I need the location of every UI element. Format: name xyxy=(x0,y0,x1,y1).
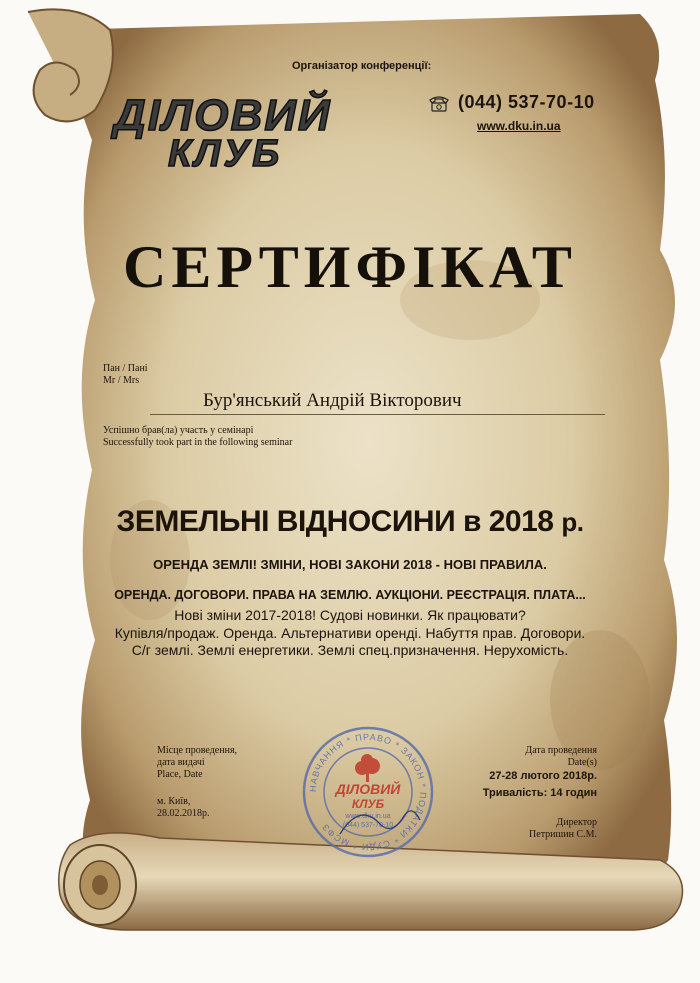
dilovyi-klub-logo xyxy=(110,86,370,170)
stamp-center-line-2: КЛУБ xyxy=(351,797,385,811)
logo-line-1: ДІЛОВИЙ xyxy=(114,91,332,140)
name-underline xyxy=(150,414,605,415)
stamp-center-site: www.dku.in.ua xyxy=(345,813,391,820)
event-date-label xyxy=(525,745,597,769)
issue-date: 28.02.2018р. xyxy=(157,808,210,819)
director-name: Петришин С.М. xyxy=(529,829,597,840)
place-label-ua-1: Місце проведення, xyxy=(157,745,238,756)
organizer-label: Організатор конференції: xyxy=(292,60,432,72)
logo-line-2: КЛУБ xyxy=(168,133,283,170)
phone-number xyxy=(428,92,595,113)
phone-text: (044) 537-70-10 xyxy=(458,92,595,112)
director-label: Директор xyxy=(556,817,597,828)
participation-statement-en: Successfully took part in the following seminar xyxy=(103,437,293,448)
event-date-label-en: Date(s) xyxy=(567,757,597,768)
seminar-topics-headline: ОРЕНДА. ДОГОВОРИ. ПРАВА НА ЗЕМЛЮ. АУКЦІОНИ. РЕЄСТРАЦІЯ. ПЛАТА... xyxy=(114,588,586,602)
seminar-title xyxy=(0,505,700,539)
stamp-tree-icon xyxy=(355,754,380,782)
participation-statement-ua: Успішно брав(ла) участь у семінарі xyxy=(103,425,254,436)
mr-mrs-label xyxy=(103,363,148,387)
director-block xyxy=(529,817,597,841)
seminar-topic-line: Купівля/продаж. Оренда. Альтернативи оренді. Набуття прав. Договори. xyxy=(114,625,586,641)
participation-statement xyxy=(103,425,292,449)
event-dates: 27-28 лютого 2018р. xyxy=(489,770,597,782)
certificate-title: СЕРТИФІКАТ xyxy=(123,234,577,300)
seminar-subtitle: ОРЕНДА ЗЕМЛІ! ЗМІНИ, НОВІ ЗАКОНИ 2018 - НОВІ ПРАВИЛА. xyxy=(153,557,547,572)
seminar-topic-line: С/г землі. Землі енергетики. Землі спец.призначення. Нерухомість. xyxy=(131,642,569,658)
stamp-center-line-1: ДІЛОВИЙ xyxy=(335,781,401,797)
stamp-ring-text: НАВЧАННЯ * ПРАВО * ЗАКОН * ПОДАТКИ * СУДИ * МСФЗ xyxy=(307,731,429,853)
stamp-center-phone: (044) 537-70-10 xyxy=(342,822,394,829)
seminar-title-suffix: р. xyxy=(561,507,584,537)
place-date-value xyxy=(157,796,210,820)
telephone-icon xyxy=(428,94,450,112)
event-date-label-ua: Дата проведення xyxy=(525,745,597,756)
seminar-topic-line: Нові зміни 2017-2018! Судові новинки. Як працювати? xyxy=(174,607,526,623)
place-date-label xyxy=(157,745,237,781)
mr-mrs-label-en: Mr / Mrs xyxy=(103,375,140,386)
event-duration: Тривалість: 14 годин xyxy=(482,787,597,799)
seminar-title-main: ЗЕМЕЛЬНІ ВІДНОСИНИ в 2018 xyxy=(116,505,554,538)
place-label-ua-2: дата видачі xyxy=(157,757,205,768)
recipient-name: Бур'янський Андрій Вікторович xyxy=(203,390,462,411)
event-date-value xyxy=(483,768,597,802)
organization-stamp xyxy=(300,724,436,860)
mr-mrs-label-ua: Пан / Пані xyxy=(103,363,148,374)
place-city: м. Київ, xyxy=(157,796,191,807)
place-label-en: Place, Date xyxy=(157,769,203,780)
website-link[interactable]: www.dku.in.ua xyxy=(477,119,561,133)
